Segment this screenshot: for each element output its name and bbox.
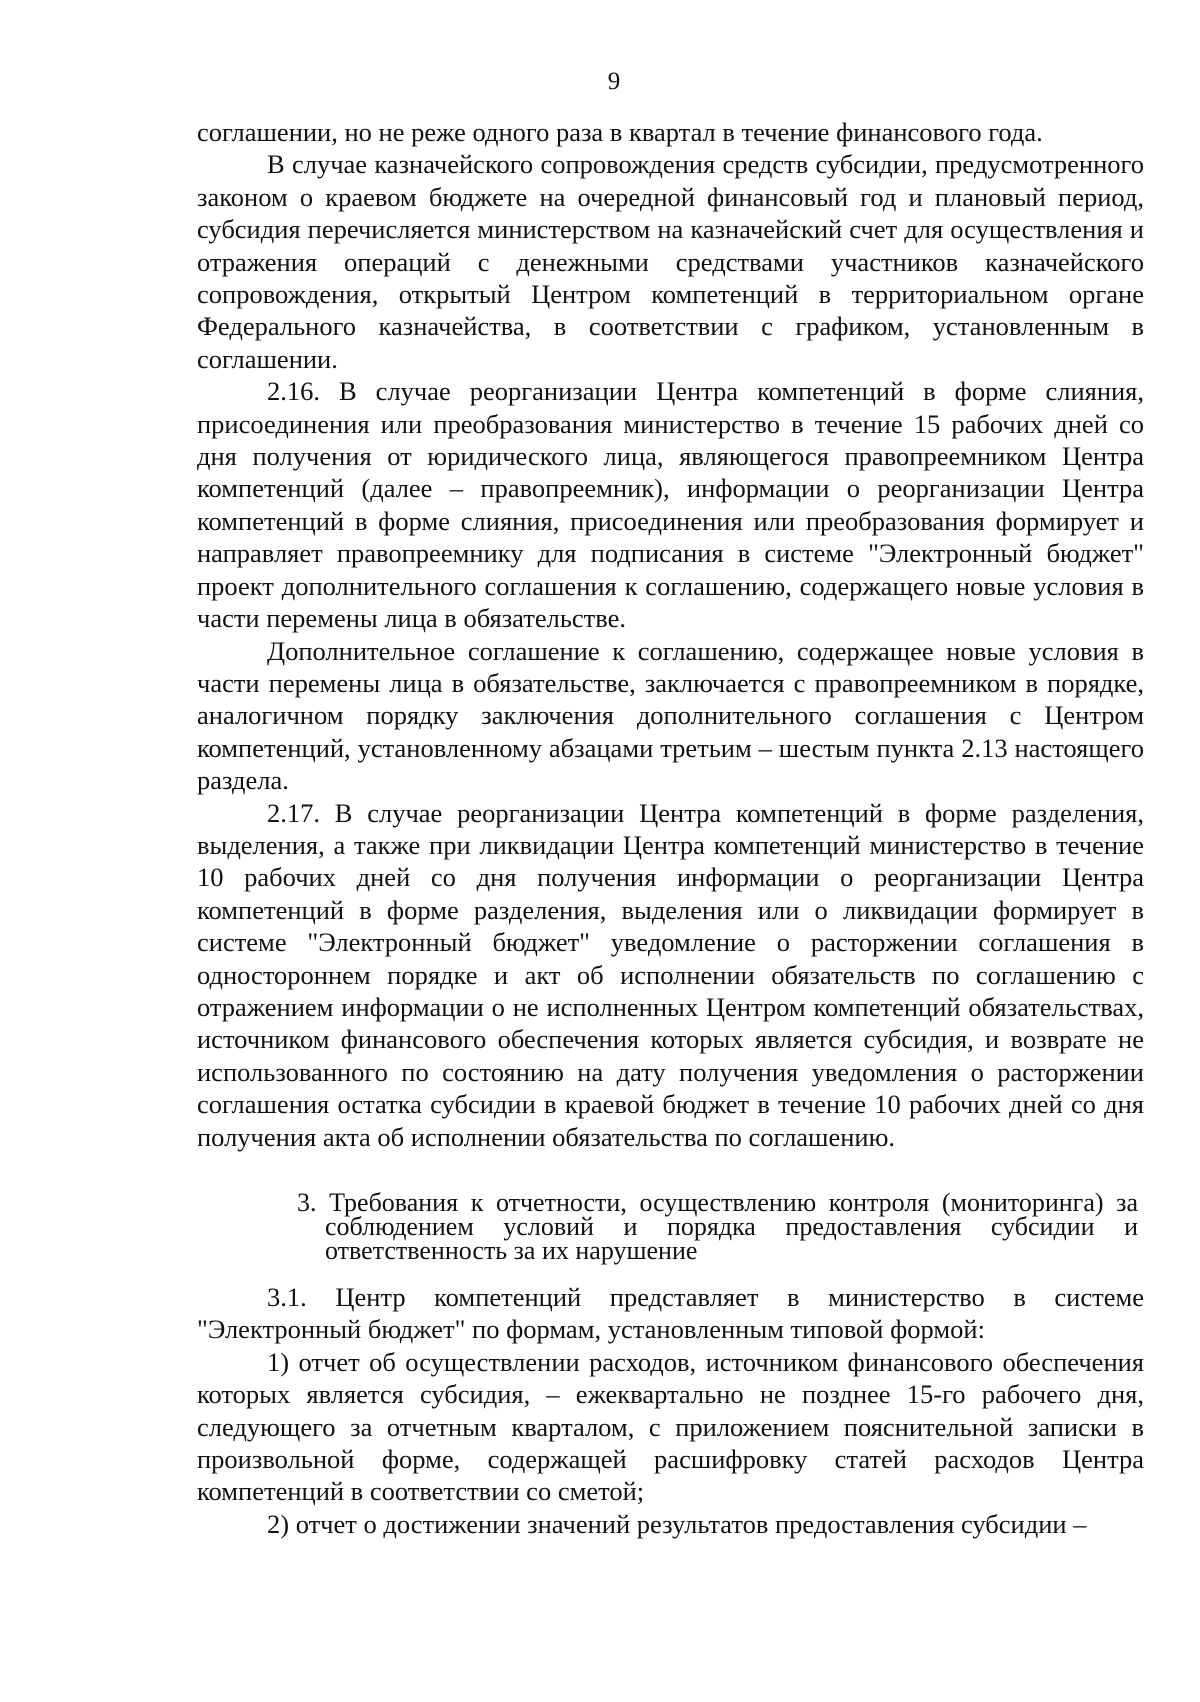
page-number: 9	[607, 68, 621, 95]
paragraph-continuation: соглашении, но не реже одного раза в квартал в течение финансового года.	[197, 117, 1043, 147]
section-heading-line-3: ответственность за их нарушение	[325, 1236, 698, 1265]
document-body	[197, 116, 1144, 1540]
list-item-1: 1) отчет об осуществлении расходов, источником финансового обеспечения которых является субсидия, – ежеквартально не позднее 15-го рабочего дня, следующего за отчетным кварталом, с приложением пояснительной записки в произвольной форме, содержащей расшифровку статей расходов Центра компетенций в соответствии со сметой;	[197, 1346, 1144, 1507]
paragraph-2-16: 2.16. В случае реорганизации Центра компетенций в форме слияния, присоединения или преобразования министерство в течение 15 рабочих дней со дня получения от юридического лица, являющегося правопреемником Центра компетенций (далее – правопреемник), информации о реорганизации Центра компетенций в форме слияния, присоединения или преобразования формирует и направляет правопреемнику для подписания в системе "Электронный бюджет" проект дополнительного соглашения к соглашению, содержащего новые условия в части перемены лица в обязательстве.	[197, 376, 1144, 634]
section-heading-line-2: соблюдением условий и порядка предоставления субсидии и	[325, 1212, 1138, 1241]
list-item-2: 2) отчет о достижении значений результатов предоставления субсидии –	[267, 1508, 1087, 1539]
paragraph-3-1: 3.1. Центр компетенций представляет в министерство в системе "Электронный бюджет" по формам, установленным типовой формой:	[197, 1282, 1144, 1345]
paragraph-2-17: 2.17. В случае реорганизации Центра компетенций в форме разделения, выделения, а также при ликвидации Центра компетенций министерство в течение 10 рабочих дней со дня получения информации о реорганизации Центра компетенций в форме разделения, выделения или о ликвидации формирует в системе "Электронный бюджет" уведомление о расторжении соглашения в одностороннем порядке и акт об исполнении обязательств по соглашению с отражением информации о не исполненных Центром компетенций обязательствах, источником финансового обеспечения которых является субсидия, и возврате не использованного по состоянию на дату получения уведомления о расторжении соглашения остатка субсидии в краевой бюджет в течение 10 рабочих дней со дня получения акта об исполнении обязательства по соглашению.	[197, 797, 1144, 1152]
section-heading-line-1: 3. Требования к отчетности, осуществлению контроля (мониторинга) за	[297, 1188, 1138, 1217]
spacer	[197, 1263, 1144, 1281]
paragraph-additional-agreement: Дополнительное соглашение к соглашению, содержащее новые условия в части перемены лица в обязательстве, заключается с правопреемником в порядке, аналогичном порядку заключения дополнительного соглашения с Центром компетенций, установленному абзацами третьим – шестым пункта 2.13 настоящего раздела.	[197, 635, 1144, 796]
section-3-heading	[197, 1188, 1144, 1265]
paragraph-treasury-support: В случае казначейского сопровождения средств субсидии, предусмотренного законом о краевом бюджете на очередной финансовый год и плановый период, субсидия перечисляется министерством на казначейский счет для осуществления и отражения операций с денежными средствами участников казначейского сопровождения, открытый Центром компетенций в территориальном органе Федерального казначейства, в соответствии с графиком, установленным в соглашении.	[197, 149, 1144, 374]
